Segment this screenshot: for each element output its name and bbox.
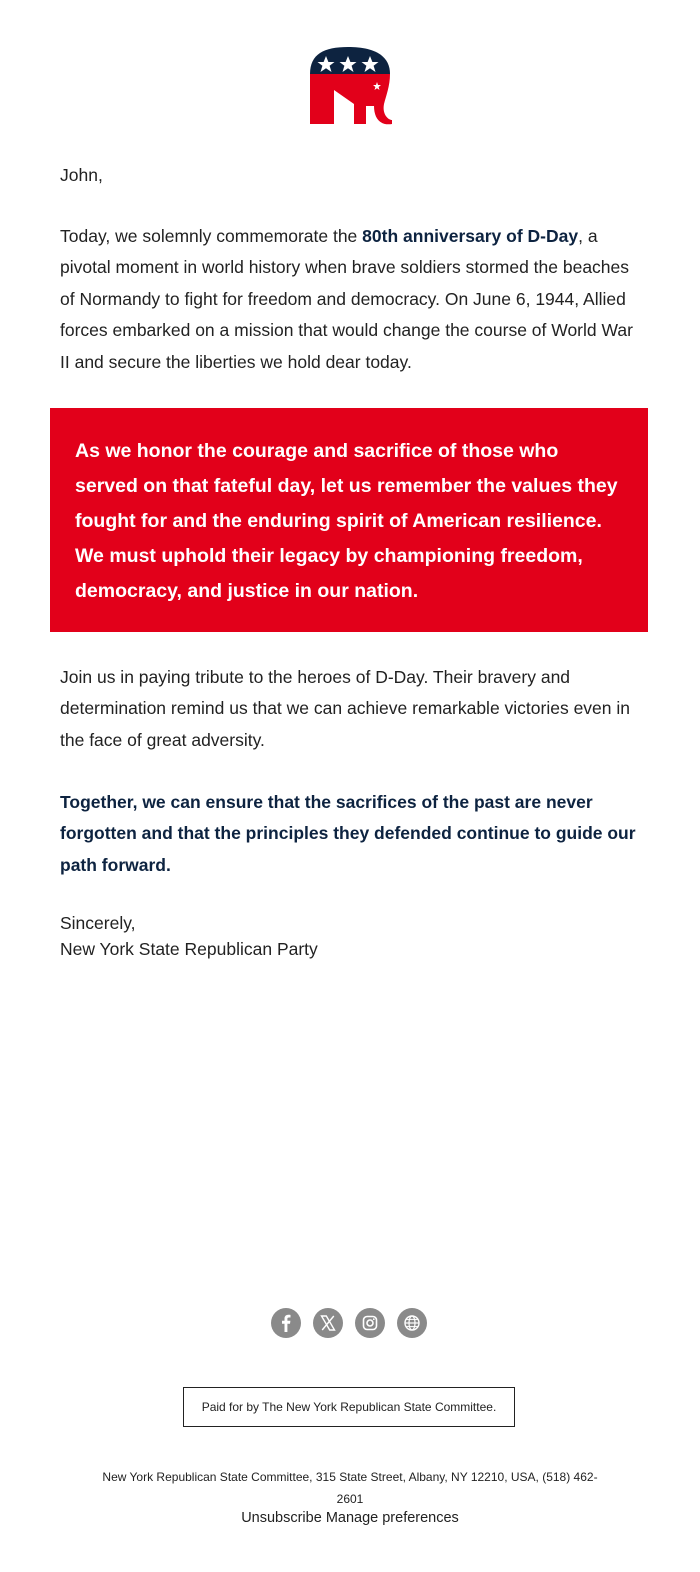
paid-for-text: Paid for by The New York Republican State Committee. (201, 1400, 497, 1414)
signoff (60, 910, 645, 962)
footer-links (0, 1507, 700, 1529)
intro-text-start: Today, we solemnly commemorate the (60, 226, 363, 246)
website-globe-icon[interactable] (397, 1308, 427, 1338)
greeting: John, (60, 165, 103, 185)
ny-gop-elephant-logo (306, 44, 392, 126)
social-links (271, 1308, 427, 1338)
callout-text: As we honor the courage and sacrifice of those who served on that fateful day, let us remember the values they fought for and the enduring spirit of American resilience. We must uphold their legacy by championing freedom, democracy, and justice in our nation. (75, 440, 618, 602)
callout-box (50, 408, 648, 632)
intro-highlight: 80th anniversary of D-Day (362, 226, 579, 246)
signature: New York State Republican Party (60, 939, 318, 959)
intro-paragraph (60, 221, 645, 378)
closing-paragraph: Together, we can ensure that the sacrifices of the past are never forgotten and that the principles they defended continue to guide our path forward. (60, 792, 636, 875)
intro-text-end: , a pivotal moment in world history when brave soldiers stormed the beaches of Normandy to fight for freedom and democracy. On June 6, 1944, Allied forces embarked on a mission that would change the course of World War II and secure the liberties we hold dear today. (60, 226, 633, 372)
unsubscribe-link[interactable]: Unsubscribe (241, 1510, 322, 1526)
footer-address: New York Republican State Committee, 315 State Street, Albany, NY 12210, USA, (518) 462-2601 (102, 1470, 598, 1506)
manage-preferences-link[interactable]: Manage preferences (325, 1510, 459, 1526)
signoff-text: Sincerely, (60, 913, 136, 933)
x-icon[interactable] (313, 1308, 343, 1338)
tribute-paragraph: Join us in paying tribute to the heroes of D-Day. Their bravery and determination remind us that we can achieve remarkable victories even in the face of great adversity. (60, 667, 631, 750)
paid-for-disclaimer (183, 1387, 515, 1427)
facebook-icon[interactable] (271, 1308, 301, 1338)
instagram-icon[interactable] (355, 1308, 385, 1338)
